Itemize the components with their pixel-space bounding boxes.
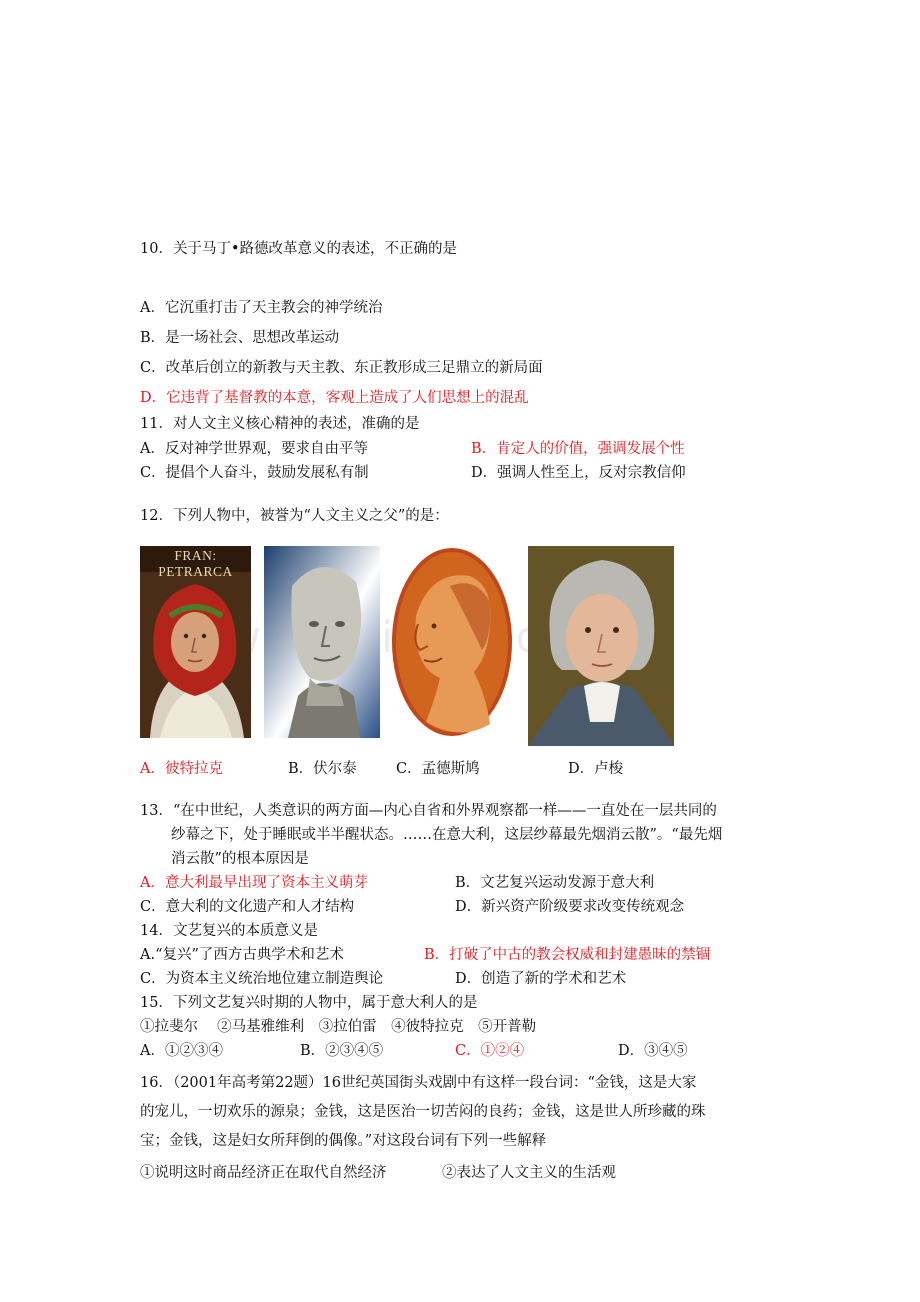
q10-option-b: B．是一场社会、思想改革运动 [140, 330, 340, 346]
q14-option-b-answer: B．打破了中古的教会权威和封建愚昧的禁锢 [424, 947, 711, 963]
portrait-caption: FRAN: PETRARCA [158, 548, 233, 579]
q14-option-a: A.“复兴”了西方古典学术和艺术 [140, 947, 344, 963]
q16-item-2: ②表达了人文主义的生活观 [442, 1165, 616, 1181]
q13-option-a-answer: A．意大利最早出现了资本主义萌芽 [140, 875, 368, 891]
q16-stem-line1: 16．（2001年高考第22题）16世纪英国街头戏剧中有这样一段台词：“金钱，这是大家 [140, 1075, 697, 1091]
q10-option-d-answer: D．它违背了基督教的本意，客观上造成了人们思想上的混乱 [140, 390, 529, 406]
q15-option-d: D．③④⑤ [618, 1043, 688, 1059]
q13-stem-line1: 13．“在中世纪，人类意识的两方面—内心自省和外界观察都一样——一直处在一层共同的 [140, 803, 717, 819]
q12-option-b: B．伏尔泰 [288, 761, 357, 777]
q16-item-1: ①说明这时商品经济正在取代自然经济 [140, 1165, 387, 1181]
portrait-petrarch [140, 546, 251, 738]
q10-option-a: A．它沉重打击了天主教会的神学统治 [140, 300, 383, 316]
q13-option-b: B．文艺复兴运动发源于意大利 [455, 875, 655, 891]
q13-option-c: C．意大利的文化遗产和人才结构 [140, 899, 355, 915]
q13-stem-line2: 纱幕之下，处于睡眠或半半醒状态。……在意大利，这层纱幕最先烟消云散”。“最先烟 [171, 827, 723, 843]
q10-stem: 10．关于马丁•路德改革意义的表述，不正确的是 [140, 241, 458, 257]
q16-stem-line2: 的宠儿，一切欢乐的源泉；金钱，这是医治一切苦闷的良药；金钱，这是世人所珍藏的珠 [140, 1104, 706, 1120]
portrait-voltaire [264, 546, 380, 738]
q12-stem: 12．下列人物中，被誉为“人文主义之父”的是： [140, 508, 449, 524]
portrait-montesquieu [390, 546, 514, 738]
q11-stem: 11．对人文主义核心精神的表述，准确的是 [140, 416, 420, 432]
q12-option-d: D．卢梭 [568, 761, 624, 777]
q10-option-c: C．改革后创立的新教与天主教、东正教形成三足鼎立的新局面 [140, 360, 543, 376]
q15-option-c-answer: C．①②④ [455, 1043, 525, 1059]
q15-stem: 15．下列文艺复兴时期的人物中，属于意大利人的是 [140, 995, 478, 1011]
q12-option-c: C．孟德斯鸠 [396, 761, 480, 777]
q15-option-b: B．②③④⑤ [300, 1043, 384, 1059]
q14-option-c: C．为资本主义统治地位建立制造舆论 [140, 971, 384, 987]
q15-option-a: A．①②③④ [140, 1043, 223, 1059]
q13-option-d: D．新兴资产阶级要求改变传统观念 [455, 899, 685, 915]
q14-option-d: D．创造了新的学术和艺术 [455, 971, 627, 987]
q11-option-a: A．反对神学世界观，要求自由平等 [140, 441, 368, 457]
q15-items: ①拉斐尔 ②马基雅维利 ③拉伯雷 ④彼特拉克 ⑤开普勒 [140, 1019, 537, 1035]
q11-option-c: C．提倡个人奋斗，鼓励发展私有制 [140, 465, 369, 481]
portrait-rousseau [528, 546, 674, 746]
q11-option-b-answer: B．肯定人的价值，强调发展个性 [471, 441, 685, 457]
q13-stem-line3: 消云散”的根本原因是 [171, 851, 309, 867]
q14-stem: 14．文艺复兴的本质意义是 [140, 923, 318, 939]
q12-option-a-answer: A．彼特拉克 [140, 761, 223, 777]
q16-stem-line3: 宝；金钱，这是妇女所拜倒的偶像。”对这段台词有下列一些解释 [140, 1133, 547, 1149]
q11-option-d: D．强调人性至上，反对宗教信仰 [471, 465, 686, 481]
